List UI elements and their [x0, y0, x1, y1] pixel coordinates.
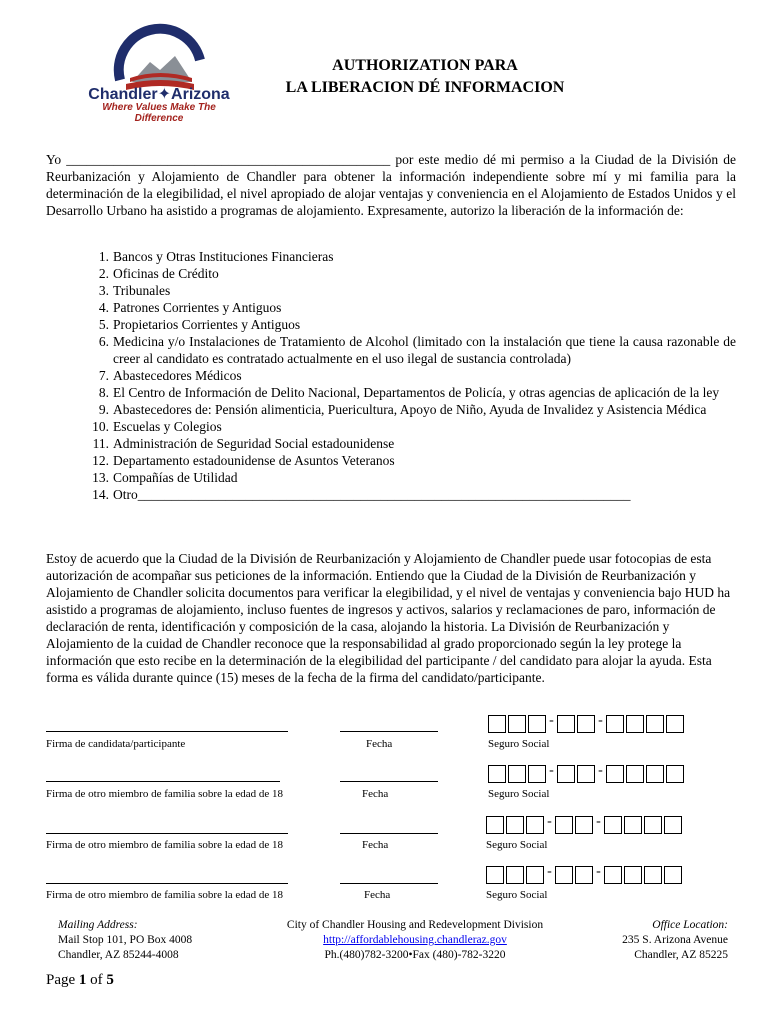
signature-field[interactable] — [46, 781, 280, 782]
ssn-boxes[interactable]: - - — [488, 765, 686, 783]
list-item: 1. Bancos y Otras Instituciones Financieras — [98, 249, 334, 264]
logo-name: Chandler✦Arizona — [88, 86, 230, 103]
list-item: 10. Escuelas y Colegios — [92, 419, 222, 434]
ssn-label: Seguro Social — [488, 788, 550, 800]
list-item: 6. Medicina y/o Instalaciones de Tratamiento de Alcohol (limitado con la instalación que tiene la causa razonable de creer al candidato es contratado actualmente en el uso ilegal de sustancia controlada) — [98, 334, 736, 366]
signature-label: Firma de otro miembro de familia sobre la edad de 18 — [46, 889, 284, 901]
mailing-address: Mailing Address: Mail Stop 101, PO Box 4008 Chandler, AZ 85244-4008 — [58, 919, 193, 961]
signature-field[interactable] — [46, 731, 288, 732]
date-field[interactable] — [340, 833, 438, 834]
date-label: Fecha — [362, 788, 389, 800]
signature-label: Firma de otro miembro de familia sobre la edad de 18 — [46, 839, 284, 851]
title-line-2: LA LIBERACION DÉ INFORMACION — [285, 79, 565, 96]
consent-paragraph: Estoy de acuerdo que la Ciudad de la División de Reurbanización y Alojamiento de Chandler puede usar fotocopias de esta autorización de acompañar sus peticiones de la información. Entiendo que la Ciudad de la División de Reurbanización y Alojamiento de Chandler solicita documentos para verificar la elegibilidad, y el nivel de ventajas y conveniencia bajo HUD ha asistido a programas de alojamiento, incluso fuentes de ingresos y activos, salarios y reclamaciones de paro, información de declaración de renta, identificación y composición de la casa, alojando la historia. La División de Reurbanización y Alojamiento de la cuidad de Chandler reconoce que la responsabilidad al grado proporcionado según la ley protege la información que esto recibe en la determinación de la elegibilidad del participante / del candidato para alojar la ayuda. Esta forma es válida durante quince (15) meses de la fecha de la firma del candidato/participante. — [46, 551, 731, 685]
ssn-boxes[interactable]: - - — [486, 816, 684, 834]
page-number: Page 1 of 5 — [46, 972, 114, 988]
source-list — [46, 248, 736, 503]
signature-field[interactable] — [46, 833, 288, 834]
list-item: 3. Tribunales — [98, 283, 171, 298]
division-info: City of Chandler Housing and Redevelopment Division http://affordablehousing.chandleraz.gov Ph.(480)782-3200•Fax (480)-782-3220 — [250, 918, 580, 963]
ssn-label: Seguro Social — [486, 839, 548, 851]
date-field[interactable] — [340, 883, 438, 884]
document-title — [250, 55, 600, 99]
ssn-label: Seguro Social — [486, 889, 548, 901]
ssn-label: Seguro Social — [488, 738, 550, 750]
website-link[interactable]: http://affordablehousing.chandleraz.gov — [323, 934, 507, 946]
list-item: 11. Administración de Seguridad Social estadounidense — [92, 436, 395, 451]
intro-paragraph: Yo ________________________________________________ por este medio dé mi permiso a la Ciudad de la División de Reurbanización y Alojamiento de Chandler para obtener la información independiente sobre mí y mi familia para la determinación de la elegibilidad, el nivel apropiado de alojar ventajas y conveniencia en el Alojamiento de Estados Unidos y el Desarrollo Urbano ha asistido a programas de alojamiento. Expresamente, autorizo la liberación de la información de: — [46, 152, 736, 218]
office-location: Office Location: 235 S. Arizona Avenue Chandler, AZ 85225 — [622, 919, 728, 961]
date-label: Fecha — [364, 889, 391, 901]
ssn-boxes[interactable]: - - — [488, 715, 686, 733]
signature-label: Firma de otro miembro de familia sobre la edad de 18 — [46, 788, 284, 800]
list-item: 13. Compañías de Utilidad — [92, 470, 238, 485]
signature-field[interactable] — [46, 883, 288, 884]
signature-label: Firma de candidata/participante — [46, 738, 186, 750]
logo-tagline: Where Values Make The Difference — [102, 102, 216, 124]
list-item: 14. Otro_________________________________________________________________________ — [92, 487, 631, 502]
date-label: Fecha — [362, 839, 389, 851]
list-item: 5. Propietarios Corrientes y Antiguos — [98, 317, 301, 332]
list-item: 12. Departamento estadounidense de Asuntos Veteranos — [92, 453, 395, 468]
list-item: 8. El Centro de Información de Delito Nacional, Departamentos de Policía, y otras agencias de aplicación de la ley — [98, 385, 720, 400]
list-item: 4. Patrones Corrientes y Antiguos — [98, 300, 282, 315]
list-item: 7. Abastecedores Médicos — [98, 368, 242, 383]
list-item: 2. Oficinas de Crédito — [98, 266, 219, 281]
date-field[interactable] — [340, 731, 438, 732]
list-item: 9. Abastecedores de: Pensión alimenticia, Puericultura, Apoyo de Niño, Ayuda de Invalidez y Asistencia Médica — [98, 402, 707, 417]
date-label: Fecha — [366, 738, 393, 750]
title-line-1: AUTHORIZATION PARA — [332, 57, 518, 74]
ssn-boxes[interactable]: - - — [486, 866, 684, 884]
date-field[interactable] — [340, 781, 438, 782]
